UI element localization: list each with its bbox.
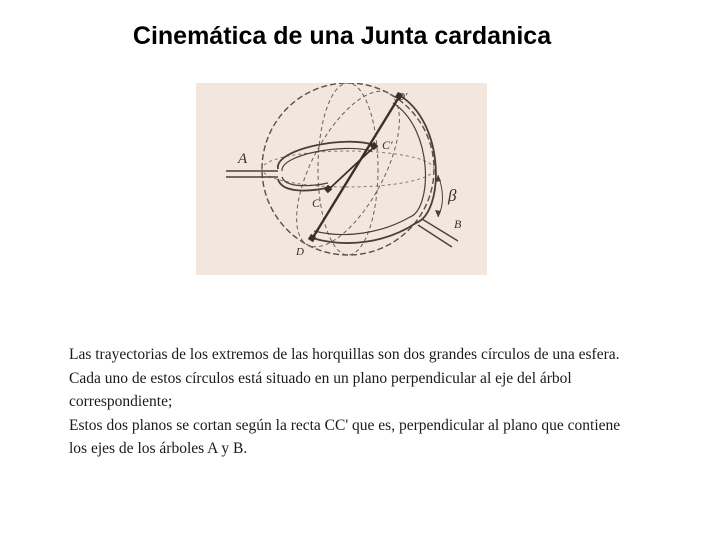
text-line: Cada uno de estos círculos está situado en un plano perpendicular al eje del árbol [69,369,572,387]
text-line: correspondiente; [69,393,173,410]
label-c: C [312,196,321,210]
label-c-prime: C' [382,138,393,152]
label-beta: β [448,186,457,205]
label-d: D [296,246,304,258]
label-d-prime: D' [397,91,408,103]
universal-joint-diagram [196,83,487,275]
label-b: B [454,217,462,231]
slide-title: Cinemática de una Junta cardanica [132,22,552,50]
text-line: Las trayectorias de los extremos de las horquillas son dos grandes círculos de una esfera. [69,346,620,363]
text-line: Estos dos planos se cortan según la recta CC' que es, perpendicular al plano que contiene [69,416,621,434]
explanation-text [69,343,639,461]
label-a: A [238,151,248,167]
diagram-background [196,83,487,275]
text-line: los ejes de los árboles A y B. [69,440,248,457]
